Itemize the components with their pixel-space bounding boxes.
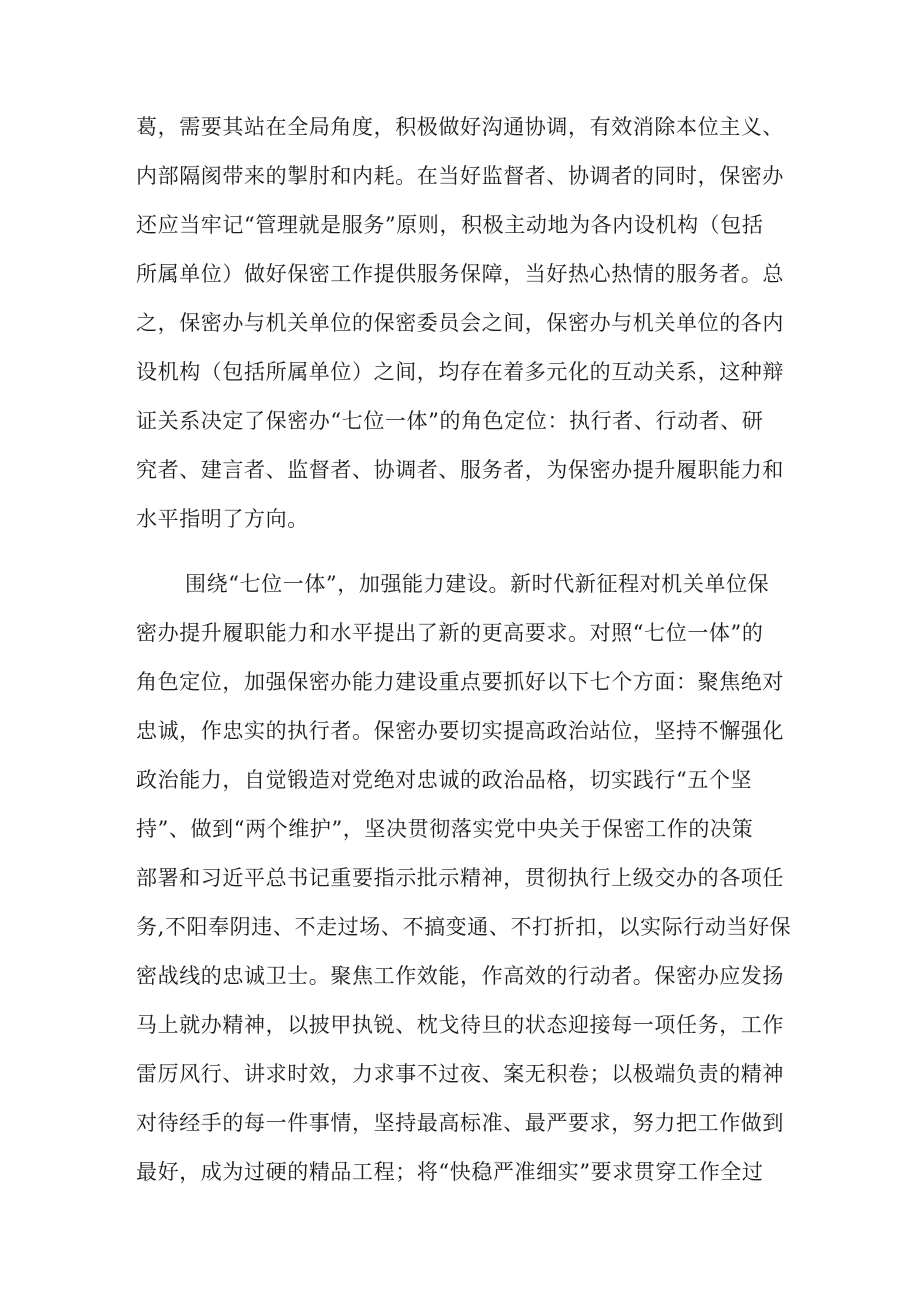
paragraph-2-line-10: 马上就办精神，以披甲执锐、枕戈待旦的状态迎接每一项任务，工作: [136, 1013, 784, 1037]
paragraph-1-line-9: 水平指明了方向。: [136, 507, 309, 531]
paragraph-1-line-8: 究者、建言者、监督者、协调者、服务者，为保密办提升履职能力和: [136, 458, 784, 482]
paragraph-1-line-6: 设机构（包括所属单位）之间，均存在着多元化的互动关系，这种辩: [136, 360, 784, 384]
paragraph-2-line-3: 角色定位，加强保密办能力建设重点要抓好以下七个方面：聚焦绝对: [136, 670, 784, 694]
paragraph-1-line-3: 还应当牢记“管理就是服务”原则，积极主动地为各内设机构（包括: [136, 213, 764, 237]
paragraph-1-line-7: 证关系决定了保密办“七位一体”的角色定位：执行者、行动者、研: [136, 409, 764, 433]
paragraph-2-line-1: 围绕“七位一体”，加强能力建设。新时代新征程对机关单位保: [185, 572, 770, 596]
paragraph-2-line-6: 持”、做到“两个维护”，坚决贯彻落实党中央关于保密工作的决策: [136, 817, 754, 841]
paragraph-2-line-12: 对待经手的每一件事情，坚持最高标准、最严要求，努力把工作做到: [136, 1111, 784, 1135]
paragraph-2-line-4: 忠诚，作忠实的执行者。保密办要切实提高政治站位，坚持不懈强化: [136, 719, 784, 743]
paragraph-1-line-2: 内部隔阂带来的掣肘和内耗。在当好监督者、协调者的同时，保密办: [136, 164, 784, 188]
paragraph-2-line-7: 部署和习近平总书记重要指示批示精神，贯彻执行上级交办的各项任: [136, 866, 784, 890]
paragraph-1-line-1: 葛，需要其站在全局角度，积极做好沟通协调，有效消除本位主义、: [136, 115, 784, 139]
paragraph-1-line-5: 之，保密办与机关单位的保密委员会之间，保密办与机关单位的各内: [136, 311, 784, 335]
paragraph-2-line-13: 最好，成为过硬的精品工程；将“快稳严准细实”要求贯穿工作全过: [136, 1160, 764, 1184]
paragraph-2-line-9: 密战线的忠诚卫士。聚焦工作效能，作高效的行动者。保密办应发扬: [136, 964, 784, 988]
paragraph-2-line-2: 密办提升履职能力和水平提出了新的更高要求。对照“七位一体”的: [136, 621, 764, 645]
paragraph-2-line-8: 务,不阳奉阴违、不走过场、不搞变通、不打折扣，以实际行动当好保: [136, 915, 792, 939]
paragraph-1-line-4: 所属单位）做好保密工作提供服务保障，当好热心热情的服务者。总: [136, 262, 784, 286]
paragraph-2-line-11: 雷厉风行、讲求时效，力求事不过夜、案无积卷；以极端负责的精神: [136, 1062, 784, 1086]
paragraph-2-line-5: 政治能力，自觉锻造对党绝对忠诚的政治品格，切实践行“五个坚: [136, 768, 753, 792]
